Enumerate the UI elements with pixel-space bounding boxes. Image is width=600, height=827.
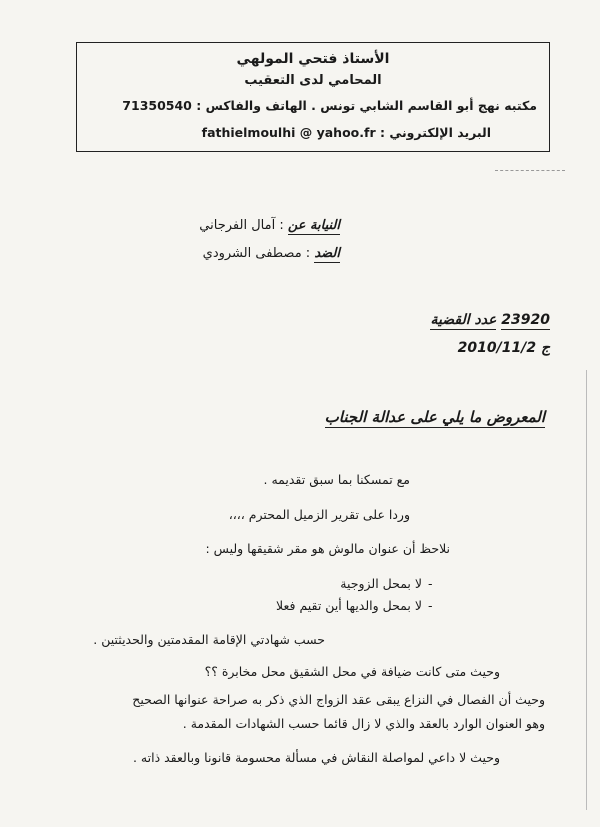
case-date-value: 2010/11/2 xyxy=(457,340,537,356)
bullet-item-2: لا بمحل والديها أين تقيم فعلا xyxy=(276,598,422,613)
against-value: : مصطفى الشرودي xyxy=(202,246,311,261)
case-number-line xyxy=(430,312,550,330)
bullet-item-1: لا بمحل الزوجية xyxy=(340,576,422,591)
margin-line xyxy=(586,370,587,810)
body-line-5: وحيث متى كانت ضيافة في محل الشقيق محل مخابرة ؟؟ xyxy=(204,664,500,679)
body-line-1: مع تمسكنا بما سبق تقديمه . xyxy=(263,472,410,487)
scan-mark xyxy=(495,170,565,171)
case-number-label: عدد القضية xyxy=(430,312,497,328)
opponent-line xyxy=(203,246,340,263)
body-line-2: وردا على تقرير الزميل المحترم ،،،، xyxy=(228,507,410,522)
body-line-6: وحيث أن الفصال في النزاع يبقى عقد الزواج الذي ذكر به صراحة عنوانها الصحيح xyxy=(132,692,545,707)
section-title: المعروض ما يلي على عدالة الجناب xyxy=(324,408,545,426)
lawyer-title: المحامي لدى التعقيب xyxy=(244,73,382,88)
lawyer-name: الأستاذ فتحي المولهي xyxy=(236,51,390,67)
case-date-prefix: ج xyxy=(540,340,550,356)
case-date-line xyxy=(458,340,550,356)
against-label: الضد xyxy=(314,246,340,261)
bullet-dash-1: - xyxy=(428,576,433,591)
body-line-3: نلاحظ أن عنوان مالوش هو مقر شقيقها وليس : xyxy=(205,541,450,556)
body-line-7: وهو العنوان الوارد بالعقد والذي لا زال قائما حسب الشهادات المقدمة . xyxy=(182,716,545,731)
for-label: النيابة عن xyxy=(287,218,340,233)
representation-line xyxy=(199,218,340,235)
body-line-4: حسب شهادتي الإقامة المقدمتين والحديثتين . xyxy=(93,632,325,647)
bullet-dash-2: - xyxy=(428,598,433,613)
case-number-value: 23920 xyxy=(501,312,550,328)
for-value: : آمال الفرجاني xyxy=(199,218,284,233)
letterhead-box xyxy=(76,42,550,152)
office-address: مكتبه نهج أبو القاسم الشابي تونس . الهاتف والفاكس : 71350540 xyxy=(122,98,537,113)
email-line: البريد الإلكتروني : fathielmoulhi @ yahoo.fr xyxy=(201,125,491,140)
body-line-8: وحيث لا داعي لمواصلة النقاش في مسألة محسومة قانونا وبالعقد ذاته . xyxy=(132,750,500,765)
